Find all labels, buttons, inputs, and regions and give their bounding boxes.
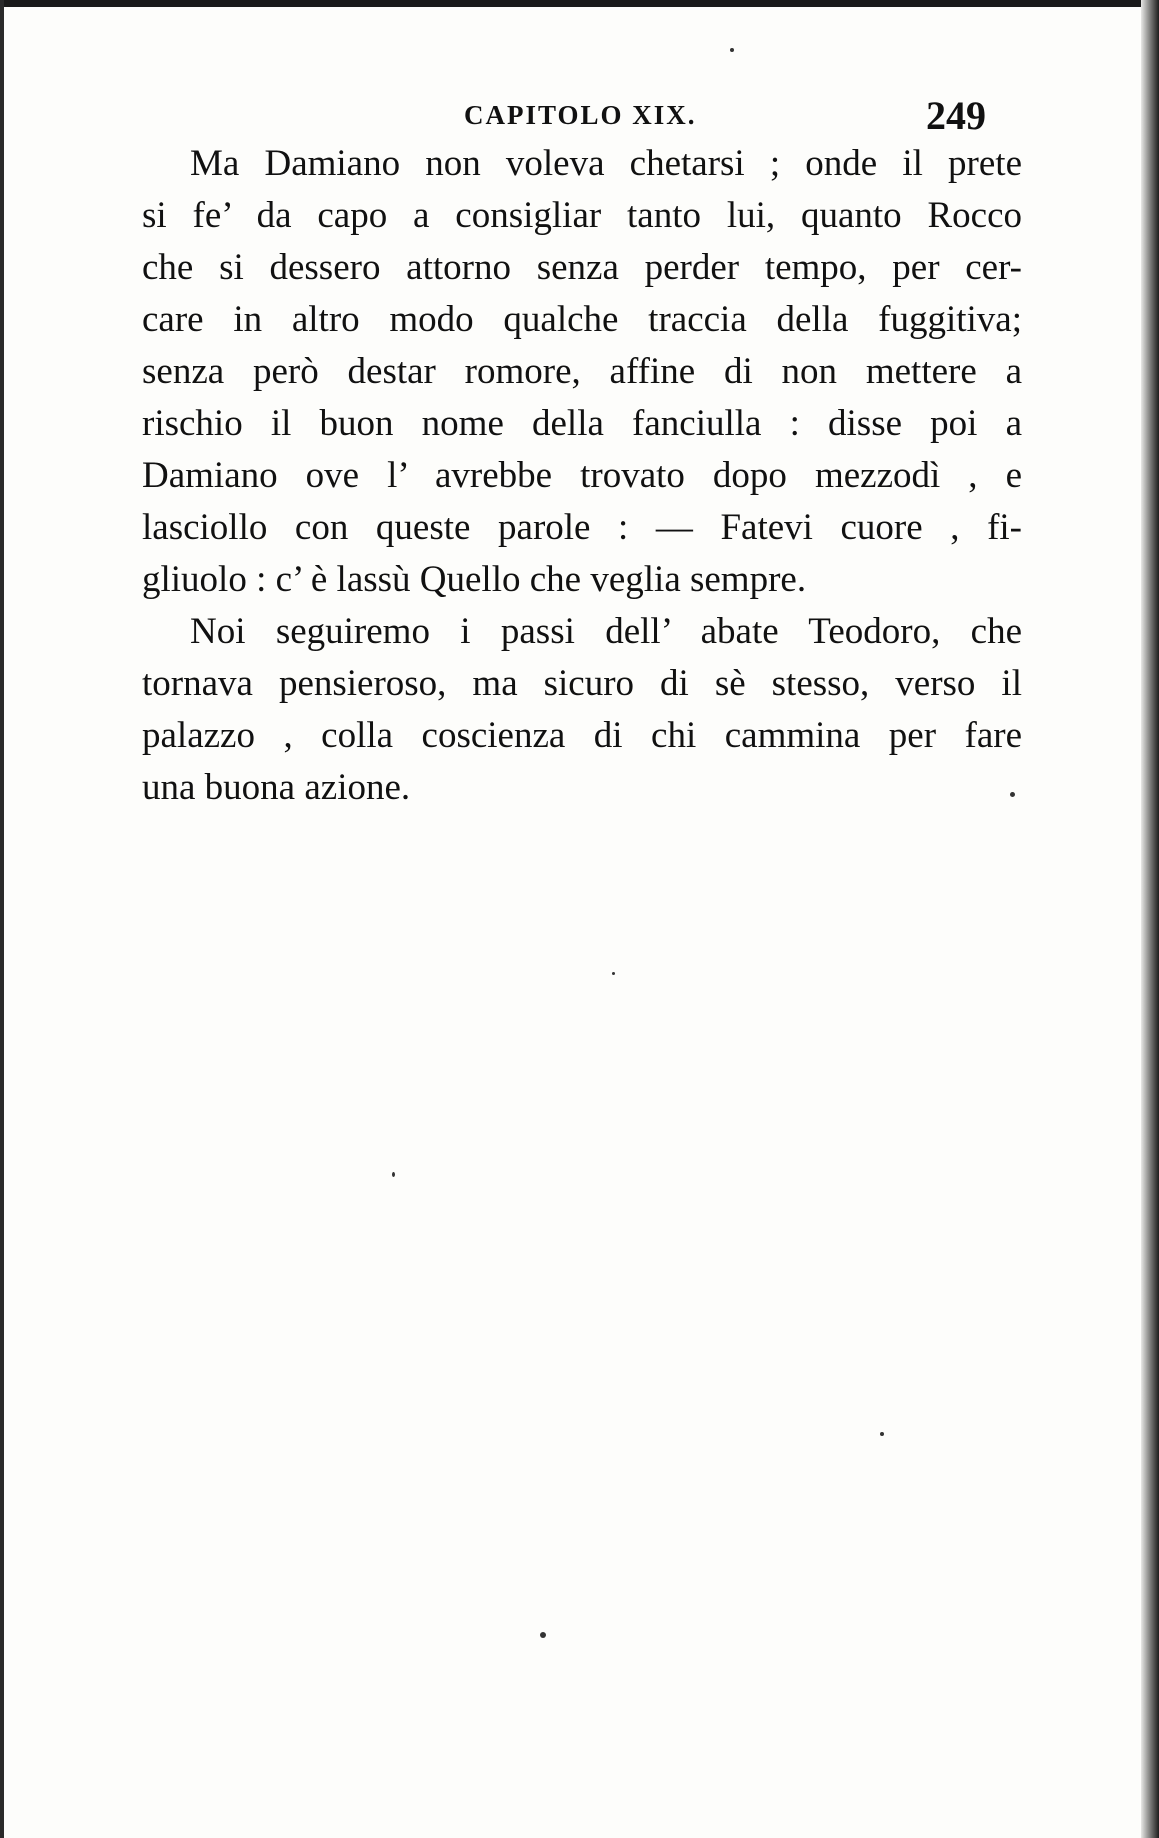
scan-speck — [392, 1172, 395, 1177]
page-right-edge — [1141, 0, 1159, 1838]
text-line: Ma Damiano non voleva chetarsi ; onde il prete — [190, 143, 1022, 184]
page-left-edge — [0, 0, 4, 1838]
scan-speck — [730, 48, 734, 52]
text-line: tornava pensieroso, ma sicuro di sè stesso, verso il — [142, 663, 1022, 704]
text-line: care in altro modo qualche traccia della fuggitiva; — [142, 299, 1022, 340]
text-line: Damiano ove l’ avrebbe trovato dopo mezzodì , e — [142, 455, 1022, 496]
text-line: lasciollo con queste parole : — Fatevi cuore , fi- — [142, 507, 1022, 548]
scan-speck — [880, 1432, 884, 1436]
text-line: Noi seguiremo i passi dell’ abate Teodoro, che — [190, 611, 1022, 652]
text-line: senza però destar romore, affine di non mettere a — [142, 351, 1022, 392]
text-line: gliuolo : c’ è lassù Quello che veglia sempre. — [142, 559, 807, 600]
scan-speck — [540, 1632, 546, 1638]
text-line: si fe’ da capo a consigliar tanto lui, quanto Rocco — [142, 195, 1022, 236]
chapter-title: CAPITOLO XIX. — [464, 100, 697, 130]
running-head — [142, 92, 1004, 136]
text-line: palazzo , colla coscienza di chi cammina per fare — [142, 715, 1022, 756]
text-line: una buona azione. — [142, 767, 411, 808]
text-line: rischio il buon nome della fanciulla : disse poi a — [142, 403, 1022, 444]
body-text — [142, 138, 1022, 814]
text-line: che si dessero attorno senza perder tempo, per cer- — [142, 247, 1022, 288]
page-top-edge — [0, 0, 1159, 7]
page-number: 249 — [926, 93, 986, 138]
scan-speck — [612, 972, 615, 975]
